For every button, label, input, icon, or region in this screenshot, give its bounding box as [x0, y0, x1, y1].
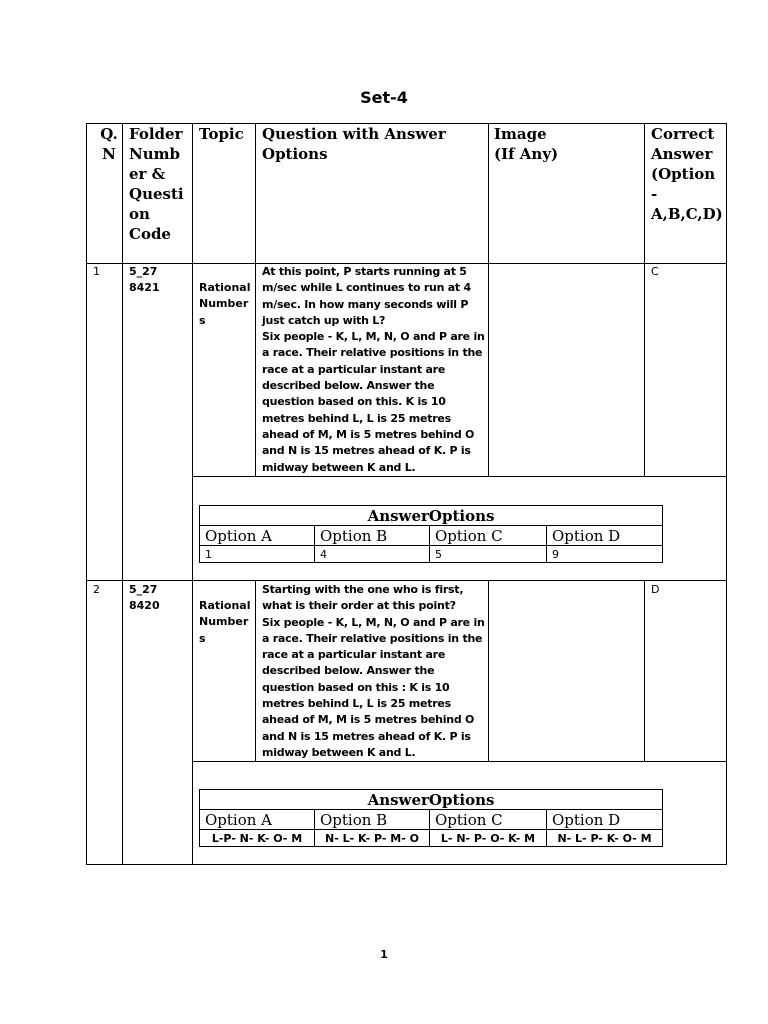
option-d-label: Option D: [547, 526, 663, 546]
table-border-right: [726, 123, 727, 865]
answer-options-title: AnswerOptions: [200, 790, 663, 810]
row2-qn: 2: [93, 583, 100, 596]
option-d-value: N- L- P- K- O- M: [547, 830, 663, 847]
answer-options-title: AnswerOptions: [200, 506, 663, 526]
header-topic: Topic: [199, 125, 244, 143]
option-b-label: Option B: [315, 810, 430, 830]
header-folder: Folder Numb er & Questi on Code: [129, 125, 184, 243]
col-divider-question: [488, 123, 489, 477]
option-d-label: Option D: [547, 810, 663, 830]
row-divider: [86, 580, 727, 581]
option-a-label: Option A: [200, 526, 315, 546]
option-a-value: L-P- N- K- O- M: [200, 830, 315, 847]
col-divider-image: [644, 123, 645, 477]
col-divider-folder: [192, 123, 193, 865]
option-c-label: Option C: [430, 810, 547, 830]
row1-correct-answer: C: [651, 265, 659, 278]
option-c-value: 5: [430, 546, 547, 563]
row2-question-text: Starting with the one who is first, what is their order at this point? Six people - K, L, M, N, O and P are in a race. Their relative positions in the race at a particular instant are described below. Answer the question based on this : K is 10 metres behind L, L is 25 metres ahead of M, M is 5 metres behind O and N is 15 metres ahead of K. P is midway between K and L.: [262, 583, 485, 759]
header-image: Image (If Any): [494, 125, 559, 163]
option-b-value: 4: [315, 546, 430, 563]
header-question: Question with Answer Options: [262, 125, 446, 163]
row1-qn: 1: [93, 265, 100, 278]
header-qn: Q. N: [100, 125, 118, 163]
row2-topic: Rational Number s: [199, 599, 251, 645]
row1-question-divider: [192, 476, 727, 477]
option-c-value: L- N- P- O- K- M: [430, 830, 547, 847]
option-c-label: Option C: [430, 526, 547, 546]
option-a-value: 1: [200, 546, 315, 563]
table-border-bottom: [86, 864, 727, 865]
option-d-value: 9: [547, 546, 663, 563]
col-divider-topic-r2: [255, 580, 256, 762]
option-a-label: Option A: [200, 810, 315, 830]
row1-answer-options-table: [199, 505, 663, 563]
col-divider-qn: [122, 123, 123, 865]
page-number: 1: [380, 948, 388, 961]
row1-folder-code: 5_27 8421: [129, 265, 160, 295]
page-title: Set-4: [360, 88, 408, 107]
col-divider-image-r2: [644, 580, 645, 762]
col-divider-topic: [255, 123, 256, 477]
row2-folder-code: 5_27 8420: [129, 583, 160, 613]
row2-correct-answer: D: [651, 583, 660, 596]
table-border-left: [86, 123, 87, 865]
row1-topic: Rational Number s: [199, 281, 251, 327]
col-divider-question-r2: [488, 580, 489, 762]
row2-answer-options-table: [199, 789, 663, 847]
option-b-label: Option B: [315, 526, 430, 546]
header-correct-answer: Correct Answer (Option - A,B,C,D): [651, 125, 723, 223]
option-b-value: N- L- K- P- M- O: [315, 830, 430, 847]
row1-question-text: At this point, P starts running at 5 m/sec while L continues to run at 4 m/sec. In how many seconds will P just catch up with L? Six people - K, L, M, N, O and P are in a race. Their relative positions in the race at a particular instant are described below. Answer the question based on this. K is 10 metres behind L, L is 25 metres ahead of M, M is 5 metres behind O and N is 15 metres ahead of K. P is midway between K and L.: [262, 265, 485, 474]
